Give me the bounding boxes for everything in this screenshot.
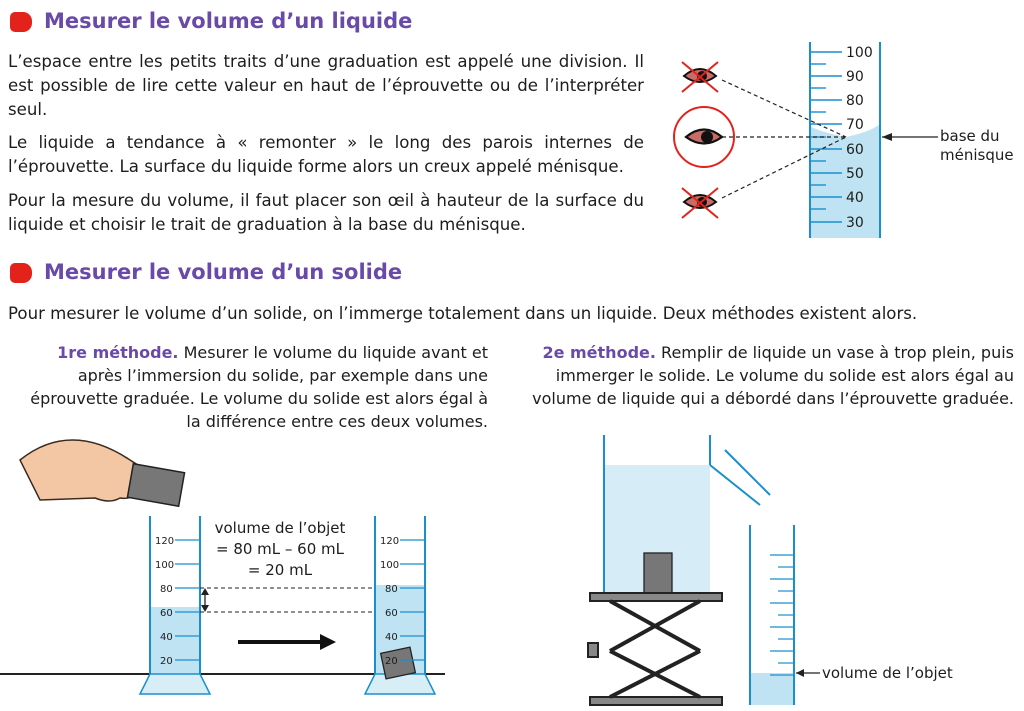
volume-calc — [205, 518, 355, 581]
calc-line-3: = 20 mL — [247, 561, 313, 579]
calc-line-1: volume de l’objet — [214, 519, 346, 537]
scale-60: 60 — [846, 142, 864, 158]
meniscus-label: base du ménisque — [940, 127, 1014, 164]
cyl2-20: 20 — [385, 656, 398, 667]
cyl2-80: 80 — [385, 584, 398, 595]
hand-with-object-icon — [20, 440, 185, 506]
paragraph-intro-solide: Pour mesurer le volume d’un solide, on l’immerge totalement dans un liquide. Deux méthodes existent alors. — [8, 304, 918, 323]
paragraph-lecture: Pour la mesure du volume, il faut placer son œil à hauteur de la surface du liquide et choisir le trait de graduation à la base du ménisque. — [8, 191, 644, 234]
method-1-label: 1re méthode. — [57, 343, 179, 362]
overflow-volume-label: volume de l’objet — [822, 664, 953, 682]
method-2-figure — [560, 425, 1024, 711]
scale-30: 30 — [846, 215, 864, 231]
lab-jack-icon — [588, 593, 722, 705]
cyl1-20: 20 — [160, 656, 173, 667]
scale-80: 80 — [846, 93, 864, 109]
scale-100: 100 — [846, 45, 873, 61]
eye-wrong-bottom-icon — [682, 188, 718, 218]
scale-40: 40 — [846, 190, 864, 206]
cyl2-100: 100 — [380, 560, 400, 571]
cyl1-120: 120 — [155, 536, 175, 547]
section-title-solide: Mesurer le volume d’un solide — [44, 260, 403, 284]
cyl2-120: 120 — [380, 536, 400, 547]
calc-line-2: = 80 mL – 60 mL — [215, 540, 345, 558]
cyl1-100: 100 — [155, 560, 175, 571]
cyl1-40: 40 — [160, 632, 173, 643]
cyl1-60: 60 — [160, 608, 173, 619]
cylinder-before — [140, 516, 210, 694]
method-2-text — [520, 341, 1014, 410]
cyl2-40: 40 — [385, 632, 398, 643]
cyl1-80: 80 — [160, 584, 173, 595]
section-title-liquide: Mesurer le volume d’un liquide — [44, 9, 413, 33]
eye-wrong-top-icon — [682, 62, 718, 92]
section-bullet-2 — [10, 263, 32, 283]
scale-50: 50 — [846, 166, 864, 182]
cyl2-60: 60 — [385, 608, 398, 619]
cylinder-after — [365, 516, 435, 694]
liquid-meniscus — [810, 124, 880, 238]
method-2-body: Remplir de liquide un vase à trop plein, puis immerger le solide. Le volume du solide est alors égal au volume de liquide qui a débordé dans l’éprouvette graduée. — [532, 343, 1014, 408]
section-bullet-1 — [10, 12, 32, 32]
scale-70: 70 — [846, 117, 864, 133]
scale-90: 90 — [846, 69, 864, 85]
method-2-label: 2e méthode. — [542, 343, 656, 362]
method-1-body: Mesurer le volume du liquide avant et après l’immersion du solide, par exemple dans une éprouvette graduée. Le volume du solide est alors égal à la différence entre ces deux volumes. — [30, 343, 488, 431]
paragraph-division: L’espace entre les petits traits d’une graduation est appelé une division. Il est possible de lire cette valeur en haut de l’éprouvette ou de l’interpréter seul. — [8, 52, 644, 119]
paragraph-menisque: Le liquide a tendance à « remonter » le long des parois internes de l’éprouvette. La surface du liquide forme alors un creux appelé ménisque. — [8, 133, 644, 176]
